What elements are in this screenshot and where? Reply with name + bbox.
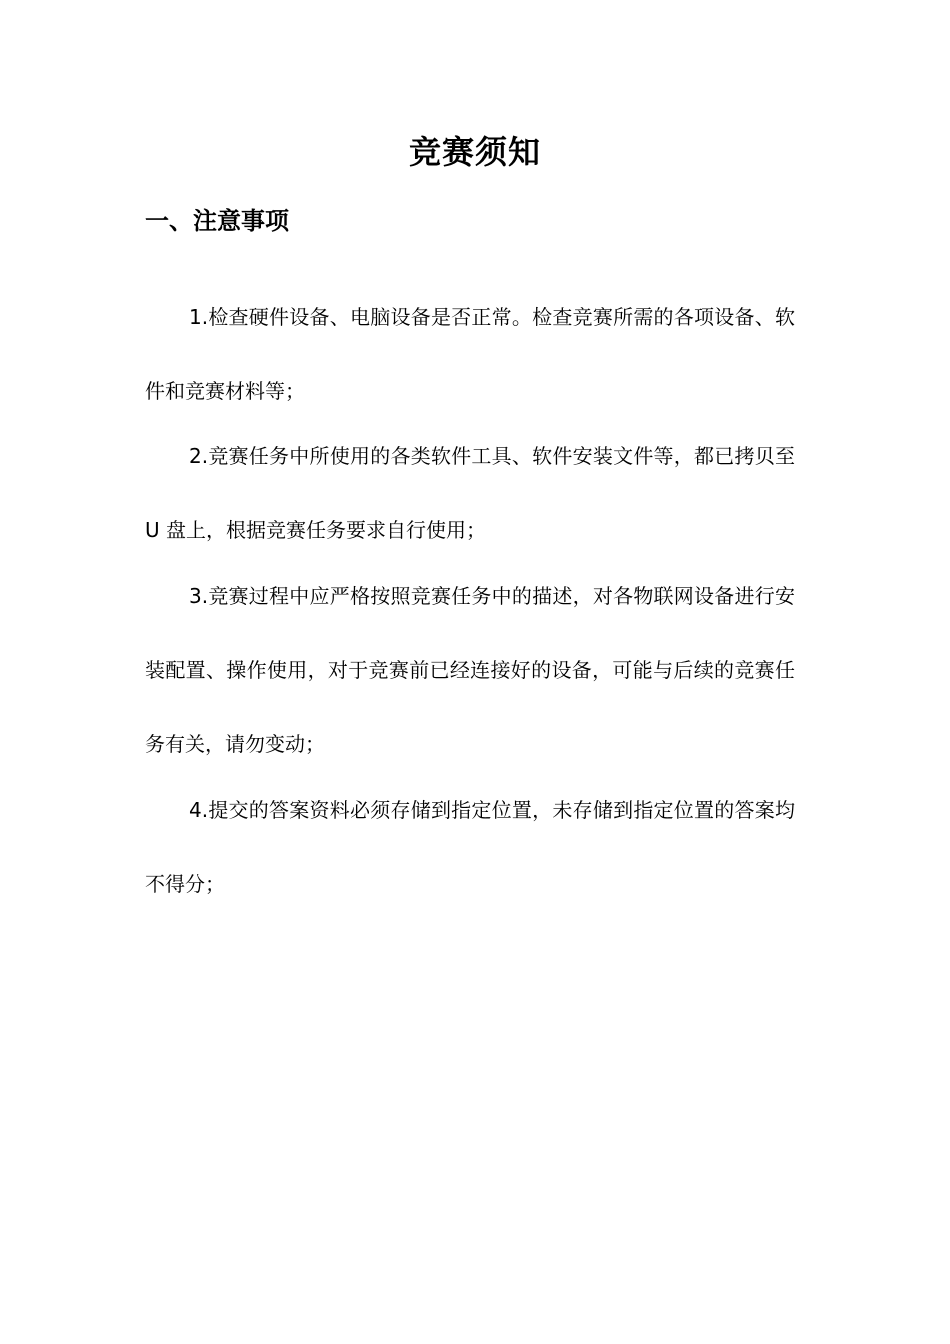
list-item: 4.提交的答案资料必须存储到指定位置，未存储到指定位置的答案均不得分； (145, 798, 795, 896)
list-item: 3.竞赛过程中应严格按照竞赛任务中的描述，对各物联网设备进行安装配置、操作使用，对于竞赛前已经连接好的设备，可能与后续的竞赛任务有关，请勿变动； (145, 584, 795, 756)
list-item: 1.检查硬件设备、电脑设备是否正常。检查竞赛所需的各项设备、软件和竞赛材料等； (145, 305, 795, 403)
list-item: 2.竞赛任务中所使用的各类软件工具、软件安装文件等，都已拷贝至 U 盘上，根据竞赛任务要求自行使用； (145, 444, 795, 542)
section-heading: 一、注意事项 (145, 207, 289, 235)
page-title: 竞赛须知 (408, 133, 541, 171)
